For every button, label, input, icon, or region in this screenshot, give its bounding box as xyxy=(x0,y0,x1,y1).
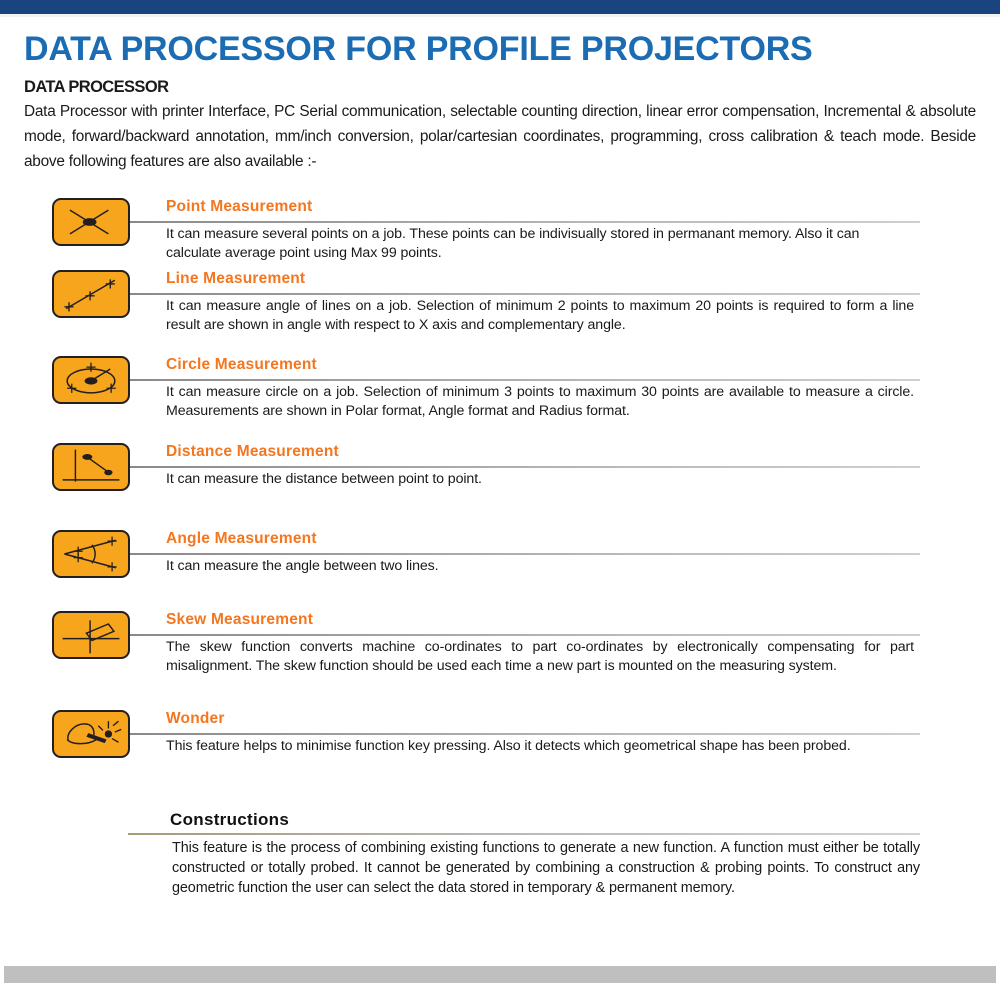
feature-body-distance: It can measure the distance between point to point. xyxy=(166,471,482,487)
page-title: DATA PROCESSOR FOR PROFILE PROJECTORS xyxy=(24,30,813,68)
feature-title-line: Line Measurement xyxy=(166,270,306,287)
feature-divider xyxy=(130,553,920,555)
feature-title-angle: Angle Measurement xyxy=(166,530,317,547)
feature-divider xyxy=(130,293,920,295)
wonder-icon xyxy=(52,710,130,758)
feature-divider xyxy=(130,733,920,735)
top-bar-underline xyxy=(0,14,1000,17)
top-navy-bar xyxy=(0,0,1000,14)
feature-body-point: It can measure several points on a job. These points can be indivisually stored in permanant memory. Also it can calculate average point using Max 99 points. xyxy=(166,226,860,261)
feature-title-point: Point Measurement xyxy=(166,198,313,215)
constructions-body: This feature is the process of combining existing functions to generate a new function. A function must either be totally constructed or totally probed. It cannot be generated by combining a construction & probing points. To construct any geometric function the user can select the data stored in temporary & permanent memory. xyxy=(172,840,920,896)
feature-body-line: It can measure angle of lines on a job. Selection of minimum 2 points to maximum 20 points is required to form a line result are shown in angle with respect to X axis and complementary angle. xyxy=(166,298,914,333)
constructions-divider xyxy=(128,833,920,835)
skew-measurement-icon xyxy=(52,611,130,659)
point-measurement-icon xyxy=(52,198,130,246)
feature-title-distance: Distance Measurement xyxy=(166,443,339,460)
intro-paragraph: Data Processor with printer Interface, PC Serial communication, selectable counting direction, linear error compensation, Incremental & absolute mode, forward/backward annotation, mm/inch conversion, polar/cartesian coordinates, programming, cross calibration & teach mode. Beside above following features are also available :- xyxy=(24,103,976,170)
feature-divider xyxy=(130,221,920,223)
feature-title-skew: Skew Measurement xyxy=(166,611,314,628)
feature-title-circle: Circle Measurement xyxy=(166,356,317,373)
feature-body-wonder: This feature helps to minimise function key pressing. Also it detects which geometrical shape has been probed. xyxy=(166,738,851,754)
feature-body-skew: The skew function converts machine co-ordinates to part co-ordinates by electronically compensating for part misalignment. The skew function should be used each time a new part is mounted on the measuring system. xyxy=(166,639,914,674)
feature-divider xyxy=(130,379,920,381)
angle-measurement-icon xyxy=(52,530,130,578)
distance-measurement-icon xyxy=(52,443,130,491)
feature-body-circle: It can measure circle on a job. Selection of minimum 3 points to maximum 30 points are available to measure a circle. Measurements are shown in Polar format, Angle format and Radius format. xyxy=(166,384,914,419)
section-heading: DATA PROCESSOR xyxy=(24,78,169,96)
constructions-title: Constructions xyxy=(170,810,290,829)
circle-measurement-icon xyxy=(52,356,130,404)
line-measurement-icon xyxy=(52,270,130,318)
feature-divider xyxy=(130,634,920,636)
feature-body-angle: It can measure the angle between two lines. xyxy=(166,558,439,574)
feature-divider xyxy=(130,466,920,468)
footer-grey-bar xyxy=(4,966,996,983)
feature-title-wonder: Wonder xyxy=(166,710,225,727)
